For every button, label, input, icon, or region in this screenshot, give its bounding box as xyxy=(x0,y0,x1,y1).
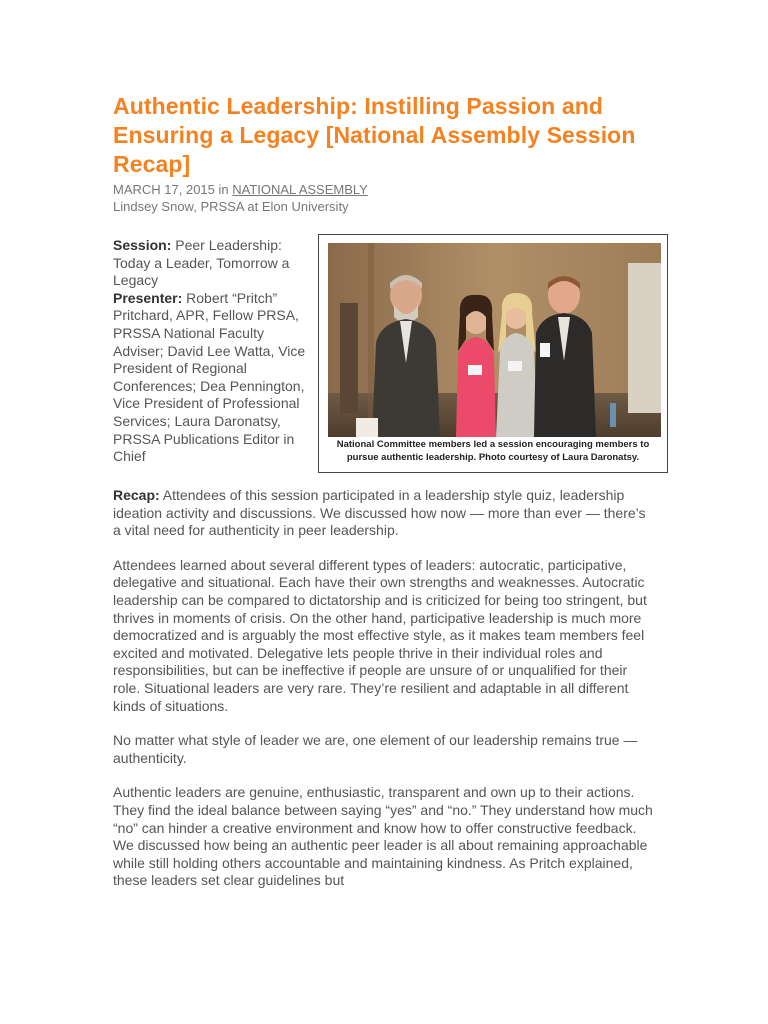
photo-caption: National Committee members led a session encouraging members to pursue authentic leadership. Photo courtesy of Laura Daronatsy. xyxy=(336,439,650,463)
session-label: Session: xyxy=(113,237,172,253)
session-line xyxy=(113,237,310,290)
leader-types-paragraph: Attendees learned about several different types of leaders: autocratic, participative, delegative and situational. Each have their own strengths and weaknesses. Autocratic leadership can be compared to dictatorship and is criticized for being too stringent, but thrives in moments of crisis. On the other hand, participative leadership is much more democratized and is arguably the most effective style, as it makes team members feel excited and motivated. Delegative lets people thrive in their individual roles and responsibilities, but can be ineffective if people are unsure of or unqualified for their role. Situational leaders are very rare. They’re resilient and adaptable in all different kinds of situations. xyxy=(113,556,647,714)
session-details xyxy=(113,237,310,466)
category-link[interactable]: NATIONAL ASSEMBLY xyxy=(232,182,368,197)
recap-text: Attendees of this session participated in a leadership style quiz, leadership ideation activity and discussions. We discussed how now — more than ever — there’s a vital need for authenticity in peer leadership. xyxy=(113,487,646,539)
authenticity-paragraph: No matter what style of leader we are, one element of our leadership remains true — authenticity. xyxy=(113,732,638,766)
article-meta xyxy=(113,181,653,198)
article-body xyxy=(113,487,653,890)
group-photo xyxy=(328,243,661,437)
recap-label: Recap: xyxy=(113,487,160,503)
presenter-label: Presenter: xyxy=(113,289,183,306)
article-title: Authentic Leadership: Instilling Passion and Ensuring a Legacy [National Assembly Session Recap] xyxy=(113,93,636,177)
presenter-line xyxy=(113,290,310,466)
article xyxy=(113,92,653,907)
intro-section xyxy=(113,234,653,479)
presenter-list: Robert “Pritch” Pritchard, APR, Fellow PRSA, PRSSA National Faculty Adviser; David Lee Watta, Vice President of Regional Conferences; Dea Pennington, Vice President of Professional Services; Laura Daronatsy, PRSSA Publications Editor in Chief xyxy=(113,289,306,465)
date-in-text: in xyxy=(214,182,233,197)
recap-paragraph xyxy=(113,487,653,540)
publish-date: MARCH 17, 2015 xyxy=(113,182,215,197)
photo-figure xyxy=(318,234,668,473)
byline: Lindsey Snow, PRSSA at Elon University xyxy=(113,199,349,214)
session-title: Peer Leadership: Today a Leader, Tomorrow a Legacy xyxy=(113,237,290,289)
authentic-leaders-paragraph: Authentic leaders are genuine, enthusiastic, transparent and own up to their actions. They find the ideal balance between saying “yes” and “no.” They understand how much “no” can hinder a creative environment and know how to offer constructive feedback. We discussed how being an authentic peer leader is all about remaining approachable while still holding others accountable and maintaining kindness. As Pritch explained, these leaders set clear guidelines but xyxy=(113,784,653,889)
